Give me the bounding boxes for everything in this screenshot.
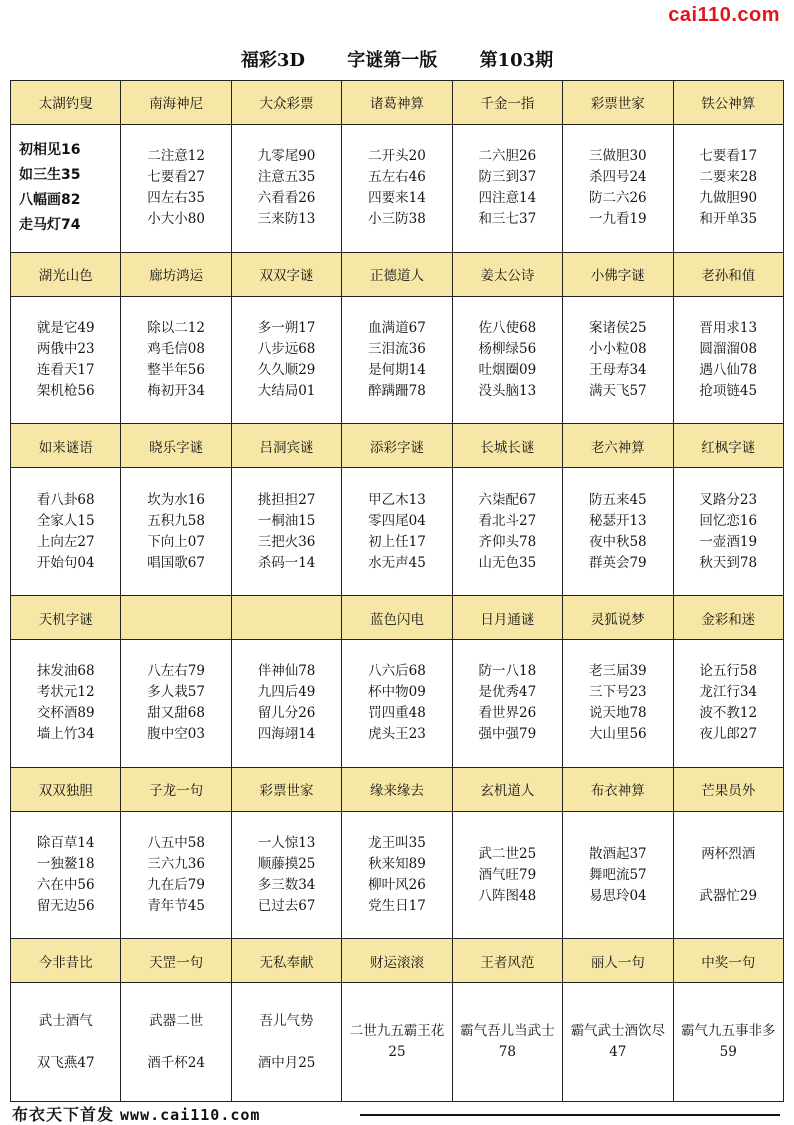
- footer-divider: [360, 1114, 780, 1116]
- riddle-line: 是何期14: [368, 362, 426, 378]
- column-header: 诸葛神算: [342, 81, 452, 125]
- riddle-line: 零四尾04: [368, 512, 426, 529]
- riddle-line: 二六胆26: [478, 148, 537, 165]
- column-header: 王者风范: [452, 939, 562, 983]
- header-row: [11, 424, 784, 468]
- column-header: 大众彩票: [231, 81, 341, 125]
- riddle-line: 霸气吾儿当武士78: [460, 1023, 555, 1061]
- column-header: 双双字谜: [231, 252, 341, 296]
- riddle-cell: [121, 983, 231, 1102]
- riddle-line: 伴神仙78: [257, 663, 316, 680]
- riddle-line: 顺藤摸25: [257, 856, 316, 873]
- column-header: 铁公神算: [673, 81, 783, 125]
- site-logo[interactable]: cai110.com: [668, 4, 780, 26]
- riddle-line: 一壶酒19: [699, 533, 758, 550]
- riddle-line: 九零尾90: [257, 148, 316, 165]
- riddle-line: 酒千杯24: [147, 1054, 205, 1071]
- riddle-line: 连看天17: [36, 362, 95, 378]
- riddle-line: 龙江行34: [699, 684, 758, 701]
- column-header: 缘来缘去: [342, 767, 452, 811]
- column-header: 天机字谜: [11, 596, 121, 640]
- title-issue: 第103期: [479, 50, 554, 71]
- riddle-line: 多三数34: [257, 877, 316, 894]
- riddle-cell: [673, 640, 783, 768]
- riddle-line: 易思玲04: [588, 887, 647, 904]
- riddle-cell: [11, 811, 121, 939]
- riddle-line: 五积九58: [147, 512, 205, 529]
- riddle-line: 看北斗27: [478, 512, 537, 529]
- column-header: 双双独胆: [11, 767, 121, 811]
- riddle-line: 杀码一14: [257, 554, 316, 571]
- riddle-line: 四注意14: [478, 190, 537, 207]
- page-title: [0, 46, 794, 72]
- riddle-line: 秘瑟开13: [588, 512, 647, 529]
- riddle-cell: [121, 468, 231, 596]
- riddle-line: 二世九五霸王花25: [349, 1023, 445, 1061]
- riddle-cell: [342, 811, 452, 939]
- riddle-line: [674, 865, 783, 886]
- riddle-line: 双飞燕47: [36, 1054, 95, 1071]
- riddle-line: 两杯烈酒: [701, 845, 756, 862]
- riddle-cell: [673, 811, 783, 939]
- column-header: 千金一指: [452, 81, 562, 125]
- riddle-line: 防五来45: [588, 491, 647, 508]
- riddle-line: 已过去67: [257, 898, 316, 915]
- column-header: 天罡一句: [121, 939, 231, 983]
- riddle-cell: [11, 296, 121, 424]
- content-row: [11, 468, 784, 596]
- riddle-line: 甲乙木13: [368, 491, 426, 508]
- riddle-line: 夜儿郎27: [699, 726, 758, 743]
- content-row: [11, 296, 784, 424]
- riddle-cell: [11, 640, 121, 768]
- riddle-cell: [563, 296, 673, 424]
- riddle-line: 案诸侯25: [588, 320, 647, 336]
- riddle-line: 叉路分23: [699, 491, 758, 508]
- riddle-line: 久久顺29: [257, 362, 316, 378]
- riddle-cell: [452, 640, 562, 768]
- column-header: 芒果员外: [673, 767, 783, 811]
- riddle-cell: [452, 811, 562, 939]
- column-header: 太湖钓叟: [11, 81, 121, 125]
- column-header: 灵狐说梦: [563, 596, 673, 640]
- column-header: 日月通谜: [452, 596, 562, 640]
- riddle-line: 全家人15: [36, 512, 95, 529]
- riddle-line: [232, 1032, 341, 1053]
- riddle-line: 防三到37: [478, 169, 537, 186]
- column-header: 今非昔比: [11, 939, 121, 983]
- riddle-cell: [11, 468, 121, 596]
- riddle-line: 就是它49: [36, 320, 95, 336]
- riddle-line: 虎头王23: [368, 726, 426, 743]
- riddle-line: 吾儿气势: [259, 1012, 314, 1029]
- riddle-line: 和开单35: [699, 211, 758, 228]
- column-header: 布衣神算: [563, 767, 673, 811]
- riddle-line: 八左右79: [147, 663, 205, 680]
- column-header: 玄机道人: [452, 767, 562, 811]
- riddle-cell: [342, 640, 452, 768]
- column-header: 老孙和值: [673, 252, 783, 296]
- riddle-line: 防二六26: [588, 190, 647, 207]
- riddle-cell: [452, 124, 562, 252]
- riddle-line: 武士酒气: [38, 1012, 93, 1029]
- header-row: [11, 939, 784, 983]
- riddle-line: 满天飞57: [588, 383, 647, 399]
- riddle-cell: [452, 983, 562, 1102]
- riddle-line: 六在中56: [36, 877, 95, 894]
- riddle-cell: [342, 296, 452, 424]
- riddle-line: 九在后79: [147, 877, 205, 894]
- riddle-line: 七要看17: [699, 148, 758, 165]
- riddle-line: 王母寿34: [588, 362, 647, 378]
- riddle-line: 回忆恋16: [699, 512, 758, 529]
- riddle-line: 腹中空03: [147, 726, 205, 743]
- riddle-cell: [563, 811, 673, 939]
- riddle-line: 二注意12: [147, 148, 205, 165]
- riddle-line: 四要来14: [368, 190, 426, 207]
- riddle-cell: [673, 124, 783, 252]
- riddle-line: 血满道67: [368, 320, 426, 336]
- riddle-line: 三泪流36: [368, 341, 426, 357]
- riddle-line: 三六九36: [147, 856, 205, 873]
- riddle-line: 看八卦68: [36, 491, 95, 508]
- riddle-cell: [11, 124, 121, 252]
- riddle-line: 齐仰头78: [478, 533, 537, 550]
- column-header: 廊坊鸿运: [121, 252, 231, 296]
- riddle-line: 一桐油15: [257, 512, 316, 529]
- riddle-line: 晋用求13: [699, 320, 758, 336]
- riddle-cell: [673, 468, 783, 596]
- riddle-line: 老三届39: [588, 663, 647, 680]
- column-header: 蓝色闪电: [342, 596, 452, 640]
- riddle-line: 强中强79: [478, 726, 537, 743]
- column-header: 彩票世家: [563, 81, 673, 125]
- column-header: 财运滚滚: [342, 939, 452, 983]
- riddle-line: 架机枪56: [36, 383, 95, 399]
- riddle-line: 群英会79: [588, 554, 647, 571]
- column-header: 红枫字谜: [673, 424, 783, 468]
- riddle-line: 没头脑13: [478, 383, 537, 399]
- content-row: [11, 983, 784, 1102]
- column-header: [231, 596, 341, 640]
- riddle-cell: [231, 640, 341, 768]
- riddle-cell: [673, 983, 783, 1102]
- riddle-line: 墙上竹34: [36, 726, 95, 743]
- riddle-line: 杀四号24: [588, 169, 647, 186]
- riddle-line: 大山里56: [588, 726, 647, 743]
- header-row: [11, 81, 784, 125]
- footer-text: 布衣天下首发: [12, 1105, 115, 1124]
- riddle-cell: [563, 468, 673, 596]
- riddle-line: 二要来28: [699, 169, 758, 186]
- riddle-cell: [231, 124, 341, 252]
- riddle-cell: [231, 983, 341, 1102]
- column-header: 金彩和迷: [673, 596, 783, 640]
- riddle-line: 武器二世: [149, 1012, 204, 1029]
- riddle-line: 两俄中23: [36, 341, 95, 357]
- column-header: [121, 596, 231, 640]
- riddle-line: 三来防13: [257, 211, 316, 228]
- riddle-cell: [231, 811, 341, 939]
- riddle-line: 三做胆30: [588, 148, 647, 165]
- column-header: 中奖一句: [673, 939, 783, 983]
- riddle-line: 如三生35: [19, 167, 81, 184]
- title-edition: 字谜第一版: [347, 50, 438, 71]
- riddle-line: 八步远68: [257, 341, 316, 357]
- riddle-line: 小三防38: [368, 211, 426, 228]
- riddle-line: 小小粒08: [588, 341, 647, 357]
- riddle-line: 开始句04: [36, 554, 95, 571]
- riddle-line: 上向左27: [36, 533, 95, 550]
- riddle-cell: [563, 640, 673, 768]
- column-header: 老六神算: [563, 424, 673, 468]
- riddle-table: [10, 80, 784, 1102]
- riddle-line: 初相见16: [19, 142, 81, 159]
- riddle-line: 舞吧流57: [588, 866, 647, 883]
- riddle-cell: [342, 468, 452, 596]
- riddle-line: 六柒配67: [478, 491, 537, 508]
- content-row: [11, 811, 784, 939]
- header-row: [11, 596, 784, 640]
- riddle-cell: [121, 296, 231, 424]
- riddle-line: 防一八18: [478, 663, 537, 680]
- title-lottery: 福彩3D: [240, 50, 305, 71]
- content-row: [11, 640, 784, 768]
- riddle-line: 水无声45: [368, 554, 426, 571]
- riddle-line: 甜又甜68: [147, 705, 205, 722]
- content-row: [11, 124, 784, 252]
- riddle-line: 杯中物09: [368, 684, 426, 701]
- riddle-line: [11, 1032, 120, 1053]
- riddle-line: 除百草14: [36, 835, 95, 852]
- riddle-line: 鸡毛信08: [147, 341, 205, 357]
- riddle-line: 注意五35: [257, 169, 316, 186]
- riddle-line: 四左右35: [147, 190, 205, 207]
- riddle-line: [121, 1032, 230, 1053]
- riddle-line: 二开头20: [368, 148, 426, 165]
- column-header: 晓乐字谜: [121, 424, 231, 468]
- riddle-line: 和三七37: [478, 211, 537, 228]
- column-header: 长城长谜: [452, 424, 562, 468]
- riddle-line: 山无色35: [478, 554, 537, 571]
- riddle-line: 吐烟圈09: [478, 362, 537, 378]
- column-header: 添彩字谜: [342, 424, 452, 468]
- riddle-line: 是优秀47: [478, 684, 537, 701]
- column-header: 如来谜语: [11, 424, 121, 468]
- riddle-line: 八五中58: [147, 835, 205, 852]
- riddle-line: 八幅画82: [19, 192, 81, 209]
- riddle-cell: [121, 811, 231, 939]
- riddle-line: 初上任17: [368, 533, 426, 550]
- column-header: 无私奉献: [231, 939, 341, 983]
- footer-url[interactable]: www.cai110.com: [120, 1106, 261, 1124]
- riddle-line: 九做胆90: [699, 190, 758, 207]
- riddle-line: 罚四重48: [368, 705, 426, 722]
- riddle-cell: [342, 983, 452, 1102]
- riddle-line: 党生日17: [368, 898, 426, 915]
- header-row: [11, 252, 784, 296]
- column-header: 正德道人: [342, 252, 452, 296]
- riddle-line: 抢项链45: [699, 383, 758, 399]
- riddle-line: 交杯酒89: [36, 705, 95, 722]
- riddle-line: 说天地78: [588, 705, 647, 722]
- footer: [12, 1102, 260, 1125]
- riddle-line: 一独鳌18: [36, 856, 95, 873]
- riddle-line: 大结局01: [257, 383, 316, 399]
- column-header: 南海神尼: [121, 81, 231, 125]
- riddle-line: 醉蹒跚78: [368, 383, 426, 399]
- riddle-cell: [452, 468, 562, 596]
- riddle-line: 走马灯74: [19, 217, 81, 234]
- riddle-line: 霸气九五事非多59: [681, 1023, 776, 1061]
- riddle-cell: [673, 296, 783, 424]
- riddle-cell: [11, 983, 121, 1102]
- riddle-line: 酒气旺79: [478, 866, 537, 883]
- riddle-line: 柳叶风26: [368, 877, 426, 894]
- riddle-line: 八六后68: [368, 663, 426, 680]
- riddle-line: 秋天到78: [699, 554, 758, 571]
- riddle-line: 小大小80: [147, 211, 205, 228]
- riddle-line: 下向上07: [147, 533, 205, 550]
- column-header: 湖光山色: [11, 252, 121, 296]
- riddle-line: 遇八仙78: [699, 362, 758, 378]
- riddle-line: 七要看27: [147, 169, 205, 186]
- riddle-line: 九四后49: [257, 684, 316, 701]
- riddle-line: 看世界26: [478, 705, 537, 722]
- riddle-line: 龙王叫35: [368, 835, 426, 852]
- riddle-cell: [342, 124, 452, 252]
- header-row: [11, 767, 784, 811]
- riddle-line: 武二世25: [478, 845, 537, 862]
- riddle-line: 留儿分26: [257, 705, 316, 722]
- riddle-line: 留无边56: [36, 898, 95, 915]
- riddle-line: 梅初开34: [147, 383, 205, 399]
- riddle-line: 圆溜溜08: [699, 341, 758, 357]
- riddle-line: 八阵图48: [478, 887, 537, 904]
- riddle-cell: [563, 983, 673, 1102]
- riddle-line: 夜中秋58: [588, 533, 647, 550]
- riddle-line: 除以二12: [147, 320, 205, 336]
- riddle-line: 考状元12: [36, 684, 95, 701]
- riddle-cell: [121, 124, 231, 252]
- riddle-line: 散酒起37: [588, 845, 647, 862]
- riddle-line: 秋来知89: [368, 856, 426, 873]
- riddle-line: 六看看26: [257, 190, 316, 207]
- riddle-line: 坎为水16: [147, 491, 205, 508]
- riddle-line: 唱国歌67: [147, 554, 205, 571]
- riddle-line: 多人栽57: [147, 684, 205, 701]
- riddle-line: 三把火36: [257, 533, 316, 550]
- riddle-cell: [563, 124, 673, 252]
- column-header: 小佛字谜: [563, 252, 673, 296]
- riddle-line: 挑担担27: [257, 491, 316, 508]
- riddle-line: 杨柳绿56: [478, 341, 537, 357]
- riddle-line: 波不教12: [699, 705, 758, 722]
- riddle-line: 武器忙29: [699, 887, 758, 904]
- riddle-line: 佐八使68: [478, 320, 537, 336]
- riddle-line: 四海翊14: [257, 726, 316, 743]
- riddle-line: 整半年56: [147, 362, 205, 378]
- riddle-line: 霸气武士酒饮尽47: [570, 1023, 666, 1061]
- riddle-line: 青年节45: [147, 898, 205, 915]
- riddle-line: 论五行58: [699, 663, 758, 680]
- column-header: 子龙一句: [121, 767, 231, 811]
- riddle-line: 一人惊13: [257, 835, 316, 852]
- riddle-line: 抹发油68: [36, 663, 95, 680]
- riddle-line: 三下号23: [588, 684, 647, 701]
- riddle-cell: [231, 468, 341, 596]
- riddle-cell: [121, 640, 231, 768]
- riddle-line: 五左右46: [368, 169, 426, 186]
- column-header: 彩票世家: [231, 767, 341, 811]
- column-header: 吕洞宾谜: [231, 424, 341, 468]
- riddle-line: 酒中月25: [257, 1054, 316, 1071]
- riddle-cell: [231, 296, 341, 424]
- riddle-cell: [452, 296, 562, 424]
- riddle-line: 一九看19: [588, 211, 647, 228]
- riddle-line: 多一朔17: [257, 320, 316, 336]
- column-header: 姜太公诗: [452, 252, 562, 296]
- column-header: 丽人一句: [563, 939, 673, 983]
